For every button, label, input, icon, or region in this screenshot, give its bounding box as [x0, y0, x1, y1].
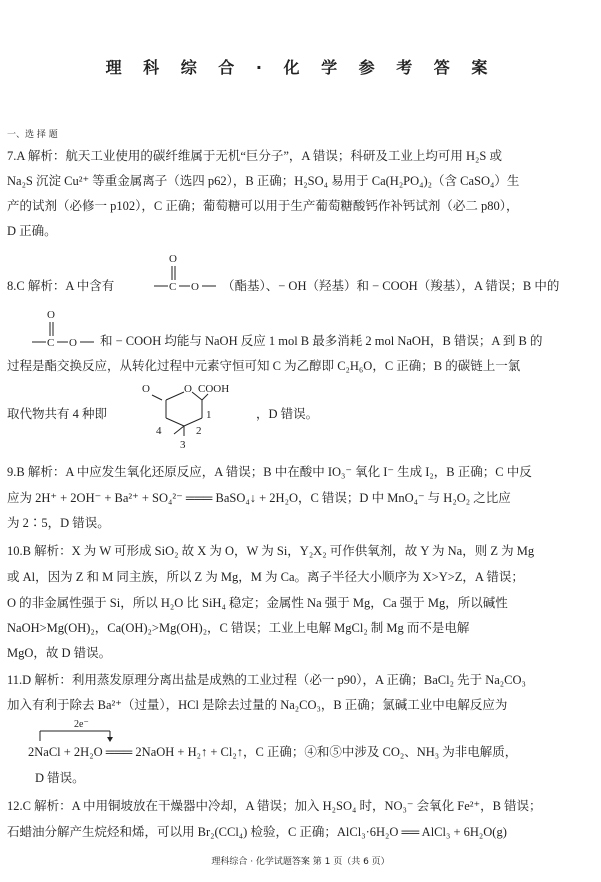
- q9-line-2: 应为 2H⁺ + 2OH⁻ + Ba²⁺ + SO₄²⁻ ═══ BaSO₄↓ + 2H₂O，C 错误；D 中 MnO₄⁻ 与 H₂O₂ 之比应: [7, 491, 511, 505]
- svg-text:1: 1: [206, 409, 212, 421]
- page-title: 理 科 综 合 · 化 学 参 考 答 案: [105, 58, 496, 77]
- ester-carbonyl-o: O: [169, 253, 177, 265]
- ester-structure-2: [28, 306, 98, 352]
- q8-line-4b: ，D 错误。: [256, 407, 319, 421]
- q11-line-1: 11.D 解析：利用蒸发原理分离出盐是成熟的工业过程（必一 p90），A 正确；BaCl₂ 先于 Na₂CO₃: [7, 673, 526, 687]
- q8-line-1a: 8.C 解析：A 中含有: [7, 279, 115, 293]
- q11-line-3: 2NaCl + 2H₂O ═══ 2NaOH + H₂↑ + Cl₂↑，C 正确；④和⑤中涉及 CO₂、NH₃ 为非电解质，: [28, 745, 518, 759]
- q11-line-4: D 错误。: [35, 771, 85, 785]
- q9-line-3: 为 2∶5，D 错误。: [7, 516, 110, 530]
- ester-oxygen: O: [191, 281, 199, 293]
- q10-line-1: 10.B 解析：X 为 W 可形成 SiO₂ 故 X 为 O，W 为 Si，Y₂X₂ 可作供氧剂，故 Y 为 Na，则 Z 为 Mg: [7, 544, 535, 558]
- svg-text:O: O: [69, 337, 77, 349]
- svg-text:2e⁻: 2e⁻: [74, 719, 89, 730]
- q12-line-1: 12.C 解析：A 中用铜坡放在干燥器中冷却，A 错误；加入 H₂SO₄ 时，NO₃⁻ 会氧化 Fe²⁺，B 错误；: [7, 799, 542, 813]
- q7-line-2: Na₂S 沉淀 Cu²⁺ 等重金属离子（选四 p62），B 正确；H₂SO₄ 易用于 Ca(H₂PO₄)₂（含 CaSO₄）生: [7, 174, 520, 188]
- svg-text:O: O: [47, 309, 55, 321]
- q10-line-5: MgO，故 D 错误。: [7, 646, 112, 660]
- ester-structure-1: [150, 250, 220, 296]
- svg-text:4: 4: [156, 425, 162, 437]
- q10-line-3: O 的非金属性强于 Si，所以 H₂O 比 SiH₄ 稳定；金属性 Na 强于 Mg，Ca 强于 Mg，所以碱性: [7, 596, 508, 610]
- section-heading: 一、选 择 题: [7, 130, 58, 140]
- q7-line-3: 产的试剂（必修一 p102），C 正确；葡萄糖可以用于生产葡萄糖酸钙作补钙试剂（必二 p80），: [7, 199, 519, 213]
- svg-text:O: O: [184, 383, 192, 395]
- lactone-ring-structure: [140, 378, 240, 452]
- svg-text:O: O: [142, 383, 150, 395]
- q8-line-4a: 取代物共有 4 种即: [7, 407, 108, 421]
- q11-line-2: 加入有利于除去 Ba²⁺（过量），HCl 是除去过量的 Na₂CO₃，B 正确；氯碱工业中电解反应为: [7, 698, 508, 712]
- svg-text:2: 2: [196, 425, 202, 437]
- ester-carbon: C: [169, 281, 177, 293]
- q10-line-4: NaOH>Mg(OH)₂，Ca(OH)₂>Mg(OH)₂，C 错误；工业上电解 MgCl₂ 制 Mg 而不是电解: [7, 621, 470, 635]
- svg-text:COOH: COOH: [198, 383, 230, 395]
- q8-line-2: 和 − COOH 均能与 NaOH 反应 1 mol B 最多消耗 2 mol NaOH，B 错误；A 到 B 的: [100, 334, 543, 348]
- electron-transfer-arrow: [14, 716, 134, 744]
- svg-text:C: C: [47, 337, 55, 349]
- svg-text:3: 3: [180, 439, 186, 451]
- q8-line-3: 过程是酯交换反应，从转化过程中元素守恒可知 C 为乙醇即 C₂H₆O，C 正确；B 的碳链上一氯: [7, 359, 521, 373]
- q12-line-2: 石蜡油分解产生烷烃和烯，可以用 Br₂(CCl₄) 检验，C 正确；AlCl₃·6H₂O ══ AlCl₃ + 6H₂O(g): [7, 825, 507, 839]
- q10-line-2: 或 Al，因为 Z 和 M 同主族，所以 Z 为 Mg，M 为 Ca。离子半径大小顺序为 X>Y>Z，A 错误；: [7, 570, 524, 584]
- q7-line-4: D 正确。: [7, 224, 57, 238]
- q9-line-1: 9.B 解析：A 中应发生氧化还原反应，A 错误；B 中在酸中 IO₃⁻ 氧化 I⁻ 生成 I₂，B 正确；C 中反: [7, 465, 532, 479]
- q8-line-1b: （酯基）、− OH（羟基）和 − COOH（羧基），A 错误；B 中的: [222, 279, 560, 293]
- q7-line-1: 7.A 解析：航天工业使用的碳纤维属于无机“巨分子”，A 错误；科研及工业上均可用 H₂S 或: [7, 149, 502, 163]
- page-footer: 理科综合 · 化学试题答案 第 1 页（共 6 页）: [211, 857, 390, 867]
